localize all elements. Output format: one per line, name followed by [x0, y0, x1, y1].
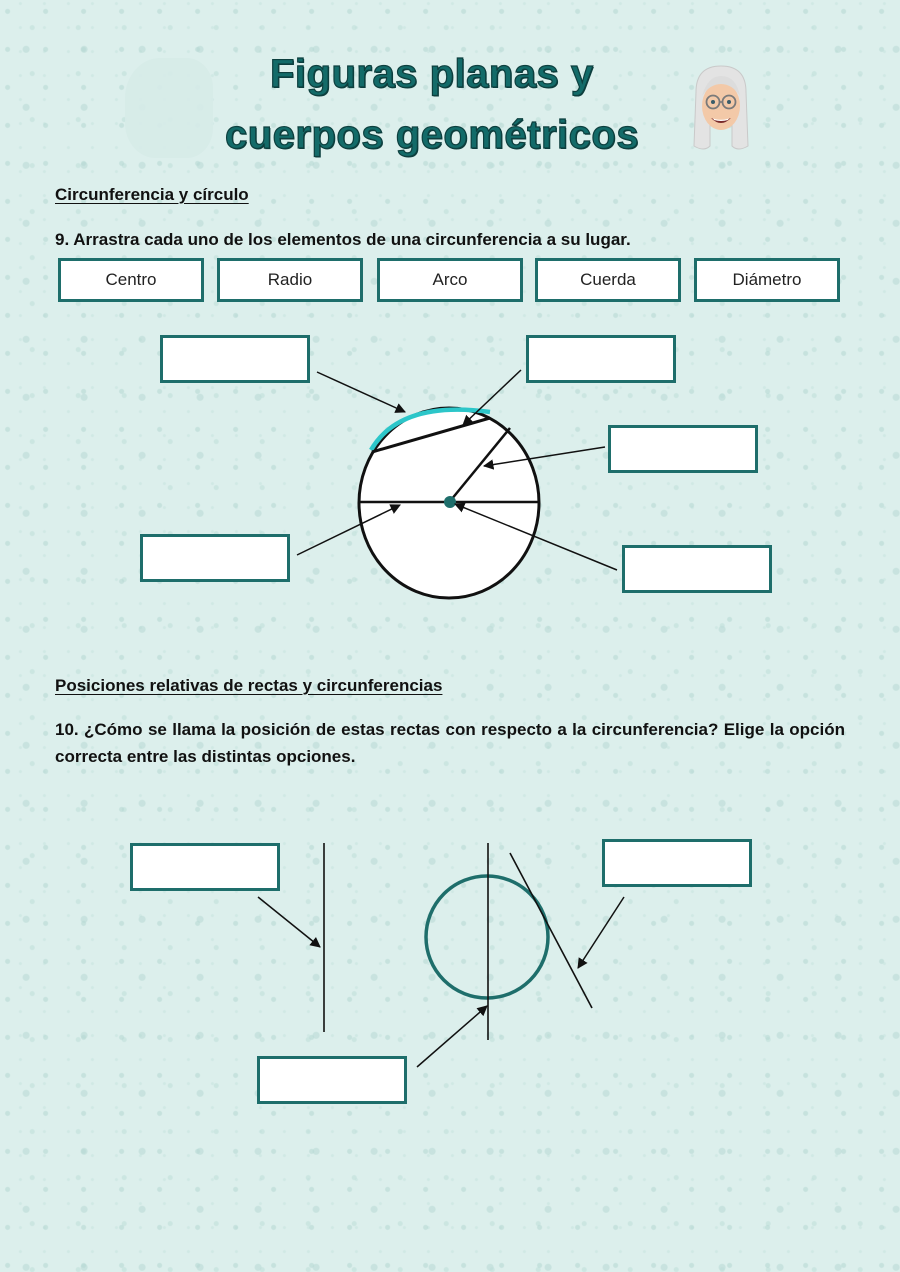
center-point [444, 496, 456, 508]
drop-target-radius[interactable] [608, 425, 758, 473]
draggable-word-diametro[interactable]: Diámetro [694, 258, 840, 302]
question-9: 9. Arrastra cada uno de los elementos de una circunferencia a su lugar. [55, 230, 631, 249]
drop-target-arc[interactable] [160, 335, 310, 383]
answer-box-secant-line[interactable] [257, 1056, 407, 1104]
section-heading-circumference: Circunferencia y círculo [55, 185, 249, 204]
draggable-word-arco[interactable]: Arco [377, 258, 523, 302]
arrow-to-arc [317, 372, 405, 412]
answer-box-exterior-line[interactable] [130, 843, 280, 891]
draggable-word-cuerda[interactable]: Cuerda [535, 258, 681, 302]
draggable-word-centro[interactable]: Centro [58, 258, 204, 302]
page-title-line-2: cuerpos geométricos [225, 113, 640, 157]
arrow-to-tangent-line [578, 897, 624, 968]
draggable-word-radio[interactable]: Radio [217, 258, 363, 302]
section-heading-relative-positions: Posiciones relativas de rectas y circunferencias [55, 676, 443, 695]
drop-target-center[interactable] [622, 545, 772, 593]
arrow-to-exterior-line [258, 897, 320, 947]
position-circle [426, 876, 548, 998]
drop-target-chord[interactable] [526, 335, 676, 383]
page-title-line-1: Figuras planas y [270, 52, 594, 96]
question-10: 10. ¿Cómo se llama la posición de estas rectas con respecto a la circunferencia? Elige la opción correcta entre las distintas opciones. [55, 720, 845, 766]
arrow-to-secant-line [417, 1006, 487, 1067]
drop-target-diameter[interactable] [140, 534, 290, 582]
arrow-to-chord [463, 370, 521, 425]
answer-box-tangent-line[interactable] [602, 839, 752, 887]
